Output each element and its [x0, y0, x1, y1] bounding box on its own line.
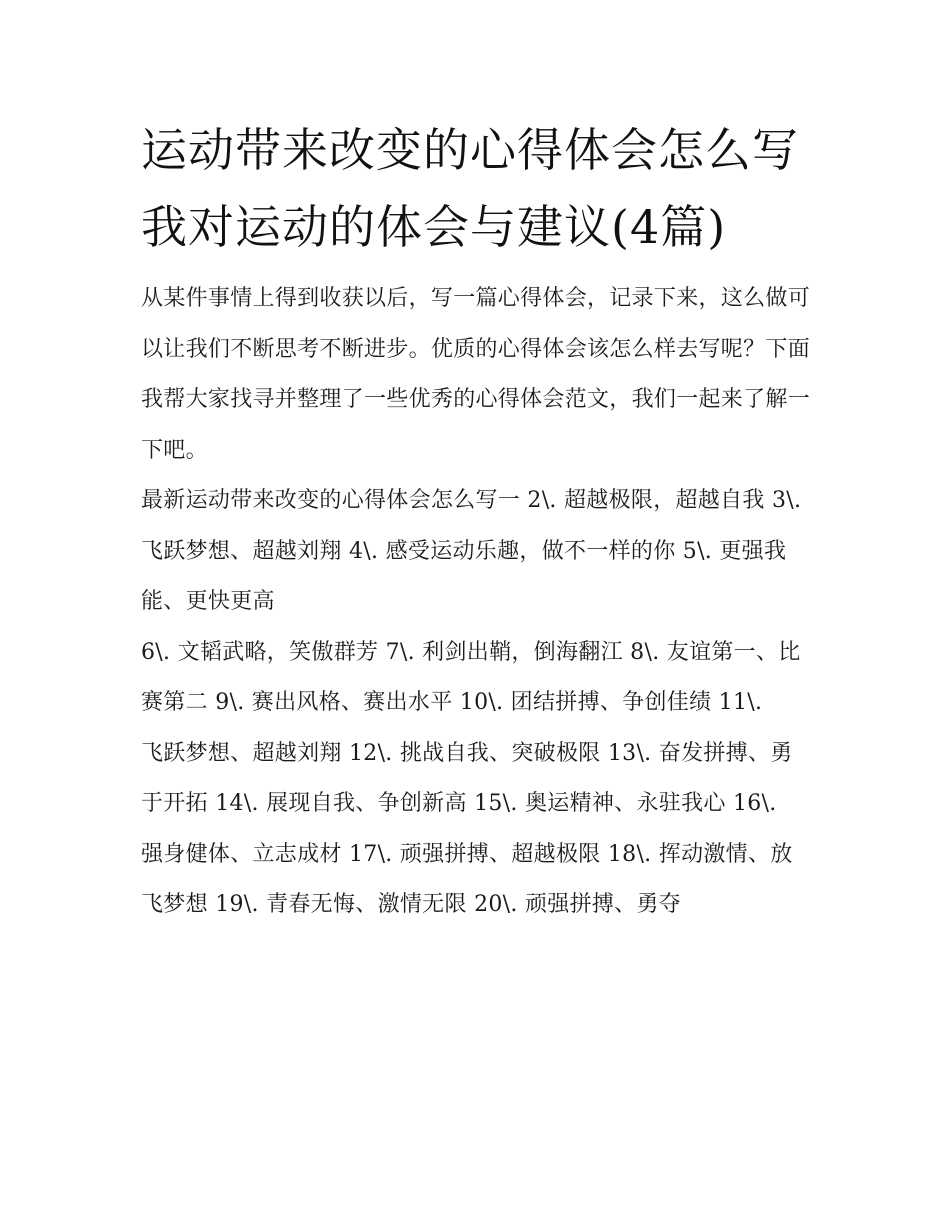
body-paragraph: 最新运动带来改变的心得体会怎么写一 2\. 超越极限，超越自我 3\. 飞跃梦想、超越刘翔 4\. 感受运动乐趣，做不一样的你 5\. 更强我能、更快更高	[141, 488, 802, 614]
intro-paragraph: 从某件事情上得到收获以后，写一篇心得体会，记录下来，这么做可以让我们不断思考不断进步。优质的心得体会该怎么样去写呢？下面我帮大家找寻并整理了一些优秀的心得体会范文，我们一起来了解一下吧。	[141, 286, 811, 463]
body-paragraph: 6\. 文韬武略，笑傲群芳 7\. 利剑出鞘，倒海翻江 8\. 友谊第一、比赛第二 9\. 赛出风格、赛出水平 10\. 团结拼搏、争创佳绩 11\.	[141, 639, 801, 715]
body-paragraph: 飞跃梦想、超越刘翔 12\. 挑战自我、突破极限 13\. 奋发拼搏、勇于开拓 14\. 展现自我、争创新高 15\. 奥运精神、永驻我心 16\.	[141, 740, 793, 816]
document-body	[141, 112, 813, 931]
document-title: 运动带来改变的心得体会怎么写 我对运动的体会与建议(4篇)	[141, 123, 799, 254]
body-paragraph: 强身健体、立志成材 17\. 顽强拼搏、超越极限 18\. 挥动激情、放飞梦想 19\. 青春无悔、激情无限 20\. 顽强拼搏、勇夺	[141, 841, 793, 917]
